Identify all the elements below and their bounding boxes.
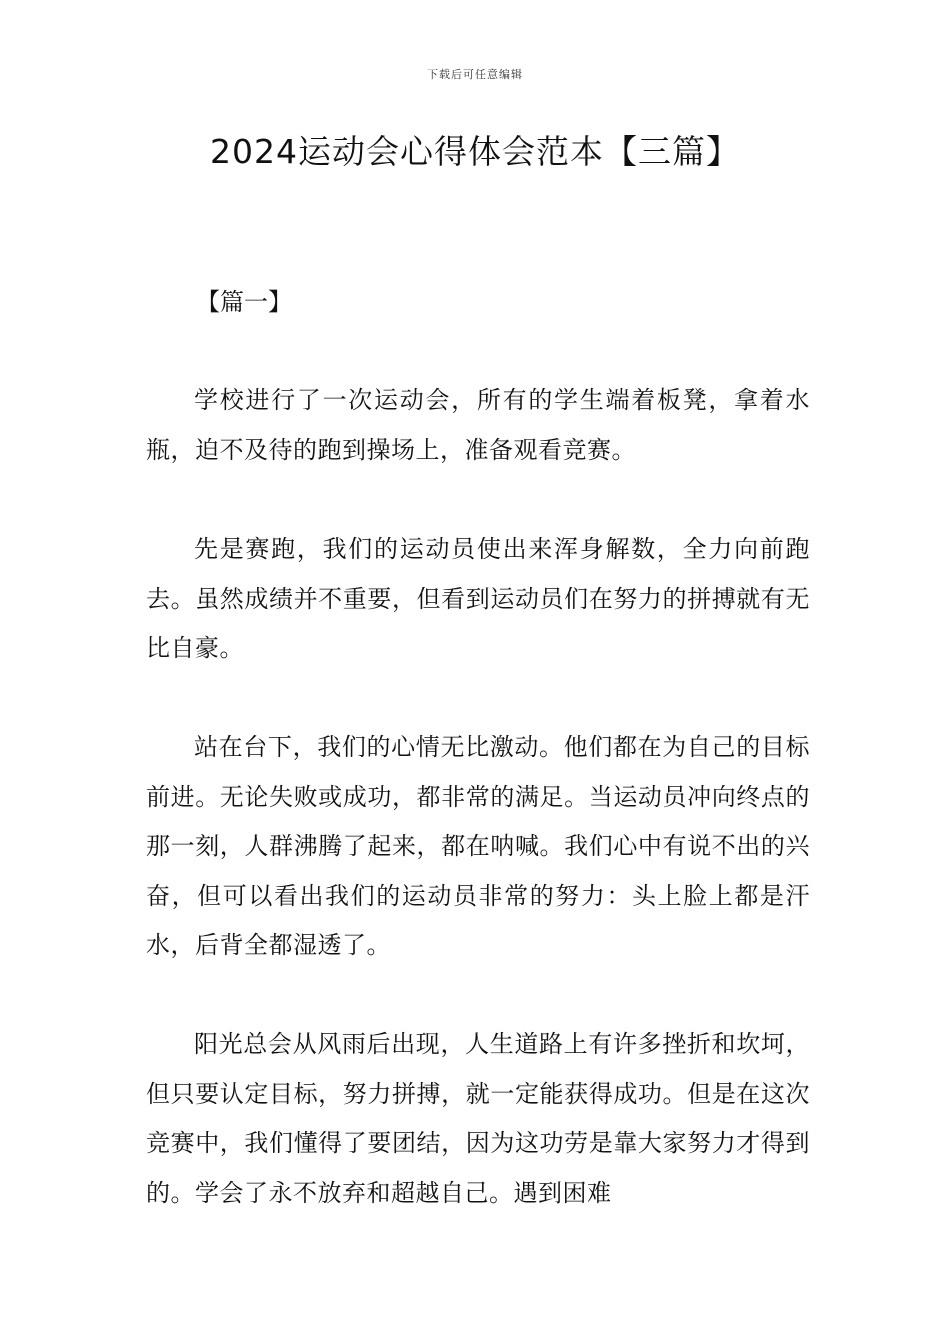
- paragraph: 阳光总会从风雨后出现，人生道路上有许多挫折和坎坷，但只要认定目标，努力拼搏，就一定能获得成功。但是在这次竞赛中，我们懂得了要团结，因为这功劳是靠大家努力才得到的。学会了永不放弃和超越自己。遇到困难: [146, 1030, 810, 1207]
- paragraph: 站在台下，我们的心情无比激动。他们都在为自己的目标前进。无论失败或成功，都非常的满足。当运动员冲向终点的那一刻，人群沸腾了起来，都在呐喊。我们心中有说不出的兴奋，但可以看出我们的运动员非常的努力：头上脸上都是汗水，后背全都湿透了。: [146, 733, 810, 960]
- document-title: 2024运动会心得体会范本【三篇】: [210, 132, 740, 171]
- section-heading: 【篇一】: [196, 288, 292, 316]
- paragraph: 学校进行了一次运动会，所有的学生端着板凳，拿着水瓶，迫不及待的跑到操场上，准备观看竞赛。: [146, 386, 810, 464]
- header-note: 下载后可任意编辑: [427, 68, 523, 81]
- paragraph: 先是赛跑，我们的运动员使出来浑身解数，全力向前跑去。虽然成绩并不重要，但看到运动员们在努力的拼搏就有无比自豪。: [146, 535, 810, 663]
